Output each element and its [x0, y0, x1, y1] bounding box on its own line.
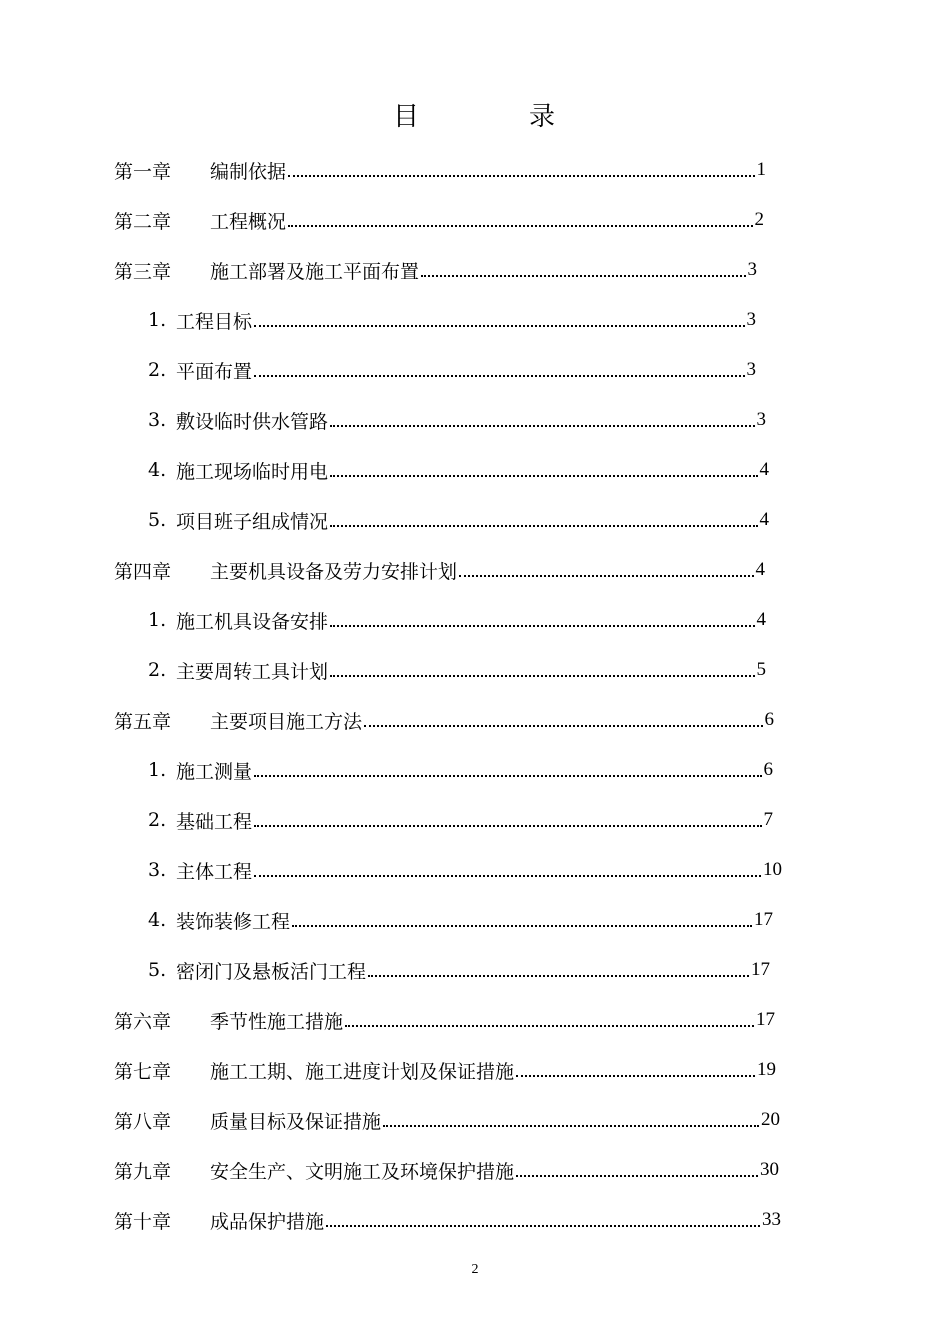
toc-entry-section[interactable] [148, 645, 766, 695]
toc-entry-page: 4 [755, 559, 765, 580]
toc-entry-chapter[interactable] [114, 1095, 780, 1145]
toc-entry-page: 4 [759, 509, 769, 530]
toc-entry-number: 1. [148, 609, 167, 631]
toc-entry-page: 3 [756, 409, 766, 430]
toc-entry-chapter[interactable] [114, 545, 765, 595]
toc-leader-dots [288, 159, 754, 181]
toc-entry-number: 第九章 [114, 1160, 172, 1183]
toc-entry-section[interactable] [148, 395, 766, 445]
toc-entry-label: 施工工期、施工进度计划及保证措施 [210, 1060, 515, 1083]
toc-entry-number: 第十章 [114, 1210, 172, 1233]
toc-entry-number: 第八章 [114, 1110, 172, 1133]
toc-entry-page: 33 [762, 1209, 781, 1230]
toc-entry-section[interactable] [148, 445, 769, 495]
toc-entry-page: 19 [757, 1059, 776, 1080]
toc-leader-dots [254, 809, 761, 831]
toc-entry-number: 3. [148, 859, 167, 881]
toc-leader-dots [516, 1159, 758, 1181]
toc-entry-number: 4. [148, 459, 167, 481]
toc-entry-label: 装饰装修工程 [176, 910, 291, 933]
toc-entry-section[interactable] [148, 795, 773, 845]
toc-entry-number: 5. [148, 959, 167, 981]
toc-entry-chapter[interactable] [114, 1145, 779, 1195]
toc-entry-section[interactable] [148, 895, 773, 945]
toc-entry-label: 主要项目施工方法 [210, 710, 363, 733]
toc-entry-number: 第四章 [114, 560, 172, 583]
toc-leader-dots [330, 509, 757, 531]
toc-entry-number: 3. [148, 409, 167, 431]
toc-entry-section[interactable] [148, 345, 756, 395]
toc-entry-number: 2. [148, 809, 167, 831]
toc-leader-dots [383, 1109, 759, 1131]
toc-entry-label: 安全生产、文明施工及环境保护措施 [210, 1160, 515, 1183]
toc-entry-section[interactable] [148, 745, 773, 795]
toc-entry-page: 17 [754, 909, 773, 930]
toc-entry-number: 第一章 [114, 160, 172, 183]
toc-entry-label: 基础工程 [176, 810, 253, 833]
toc-entry-label: 主要周转工具计划 [176, 660, 329, 683]
toc-leader-dots [368, 959, 749, 981]
toc-entry-chapter[interactable] [114, 1195, 781, 1245]
toc-entry-chapter[interactable] [114, 695, 774, 745]
toc-entry-chapter[interactable] [114, 245, 757, 295]
toc-entry-number: 第五章 [114, 710, 172, 733]
toc-entry-number: 2. [148, 359, 167, 381]
toc-entry-page: 5 [756, 659, 766, 680]
toc-entry-page: 4 [756, 609, 766, 630]
toc-leader-dots [330, 609, 754, 631]
toc-entry-label: 敷设临时供水管路 [176, 410, 329, 433]
toc-entry-number: 5. [148, 509, 167, 531]
toc-entry-page: 3 [746, 359, 756, 380]
toc-entry-label: 施工机具设备安排 [176, 610, 329, 633]
toc-entry-label: 施工部署及施工平面布置 [210, 260, 420, 283]
toc-leader-dots [292, 909, 752, 931]
title-part-2: 录 [529, 102, 558, 132]
toc-entry-page: 6 [764, 709, 774, 730]
toc-leader-dots [330, 409, 754, 431]
toc-entry-label: 季节性施工措施 [210, 1010, 344, 1033]
toc-entry-number: 第六章 [114, 1010, 172, 1033]
toc-entry-page: 10 [763, 859, 782, 880]
toc-leader-dots [345, 1009, 754, 1031]
toc-leader-dots [254, 359, 744, 381]
toc-entry-section[interactable] [148, 595, 766, 645]
toc-leader-dots [421, 259, 745, 281]
page-title [0, 95, 950, 139]
toc-entry-page: 3 [746, 309, 756, 330]
toc-entry-chapter[interactable] [114, 195, 764, 245]
toc-entry-chapter[interactable] [114, 995, 775, 1045]
toc-leader-dots [364, 709, 762, 731]
toc-entry-label: 成品保护措施 [210, 1210, 325, 1233]
toc-entry-label: 密闭门及悬板活门工程 [176, 960, 367, 983]
footer-page-number: 2 [471, 1262, 479, 1277]
toc-entry-label: 主要机具设备及劳力安排计划 [210, 560, 458, 583]
toc-entry-page: 3 [747, 259, 757, 280]
toc-entry-number: 第三章 [114, 260, 172, 283]
toc-entry-label: 编制依据 [210, 160, 287, 183]
toc-entry-page: 30 [760, 1159, 779, 1180]
toc-entry-section[interactable] [148, 295, 756, 345]
toc-entry-page: 17 [751, 959, 770, 980]
toc-entry-number: 2. [148, 659, 167, 681]
toc-leader-dots [330, 459, 757, 481]
toc-entry-page: 20 [761, 1109, 780, 1130]
toc-entry-number: 第七章 [114, 1060, 172, 1083]
toc-entry-section[interactable] [148, 495, 769, 545]
toc-entry-label: 工程目标 [176, 310, 253, 333]
title-part-1: 目 [392, 102, 421, 132]
toc-entry-page: 2 [754, 209, 764, 230]
toc-entry-page: 4 [759, 459, 769, 480]
toc-entry-number: 第二章 [114, 210, 172, 233]
toc-entry-label: 施工现场临时用电 [176, 460, 329, 483]
toc-leader-dots [288, 209, 752, 231]
toc-entry-label: 平面布置 [176, 360, 253, 383]
toc-entry-section[interactable] [148, 845, 782, 895]
toc-entry-label: 质量目标及保证措施 [210, 1110, 382, 1133]
toc-leader-dots [516, 1059, 755, 1081]
toc-entry-number: 1. [148, 309, 167, 331]
toc-entry-page: 7 [763, 809, 773, 830]
toc-leader-dots [254, 309, 744, 331]
toc-entry-number: 1. [148, 759, 167, 781]
toc-entry-page: 6 [763, 759, 773, 780]
toc-entry-chapter[interactable] [114, 145, 766, 195]
toc-entry-label: 项目班子组成情况 [176, 510, 329, 533]
toc-entry-label: 施工测量 [176, 760, 253, 783]
toc-entry-chapter[interactable] [114, 1045, 776, 1095]
toc-entry-section[interactable] [148, 945, 770, 995]
toc-entry-label: 工程概况 [210, 210, 287, 233]
toc-leader-dots [254, 859, 761, 881]
toc-entry-page: 1 [756, 159, 766, 180]
toc-entry-page: 17 [756, 1009, 775, 1030]
toc-entry-number: 4. [148, 909, 167, 931]
toc-leader-dots [326, 1209, 760, 1231]
toc-leader-dots [459, 559, 753, 581]
toc-leader-dots [330, 659, 754, 681]
toc-entry-label: 主体工程 [176, 860, 253, 883]
toc-leader-dots [254, 759, 761, 781]
